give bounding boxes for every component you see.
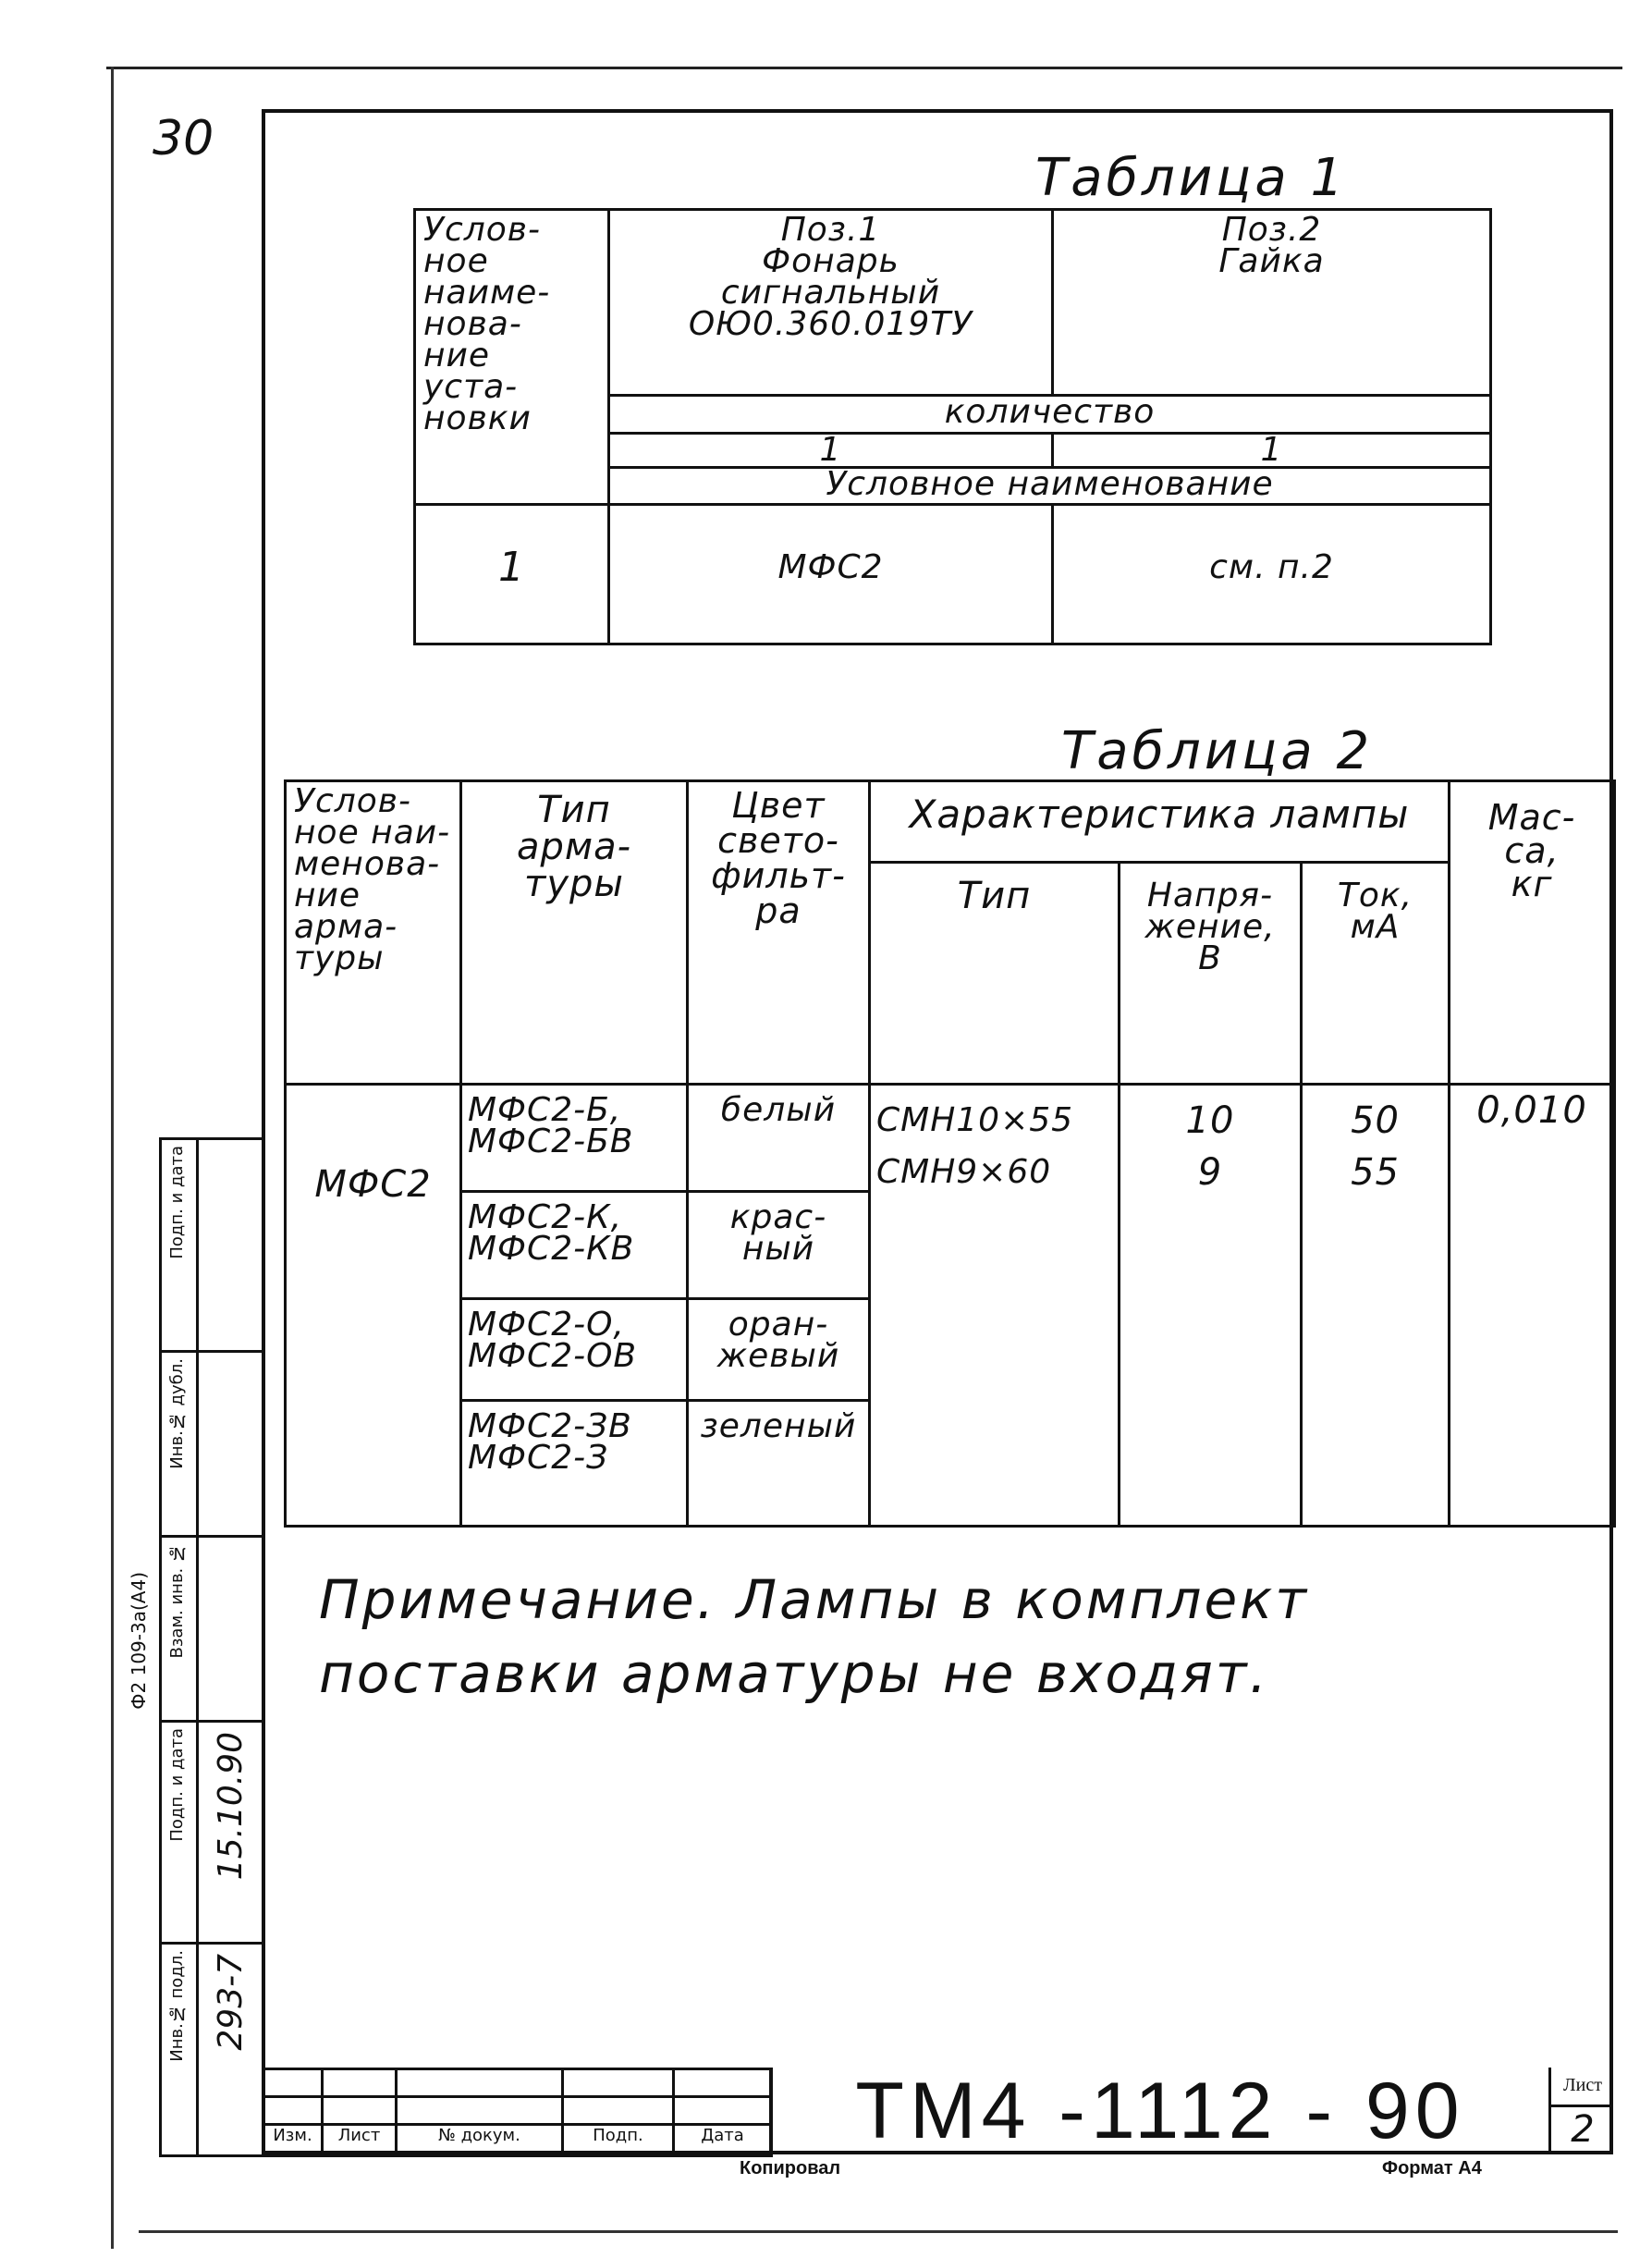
sheet-label: Лист — [1563, 2075, 1602, 2095]
table1-qty-label: количество — [609, 396, 1491, 433]
table2-color-row: оран- жевый — [688, 1299, 870, 1401]
stamp-divider-right — [1548, 2068, 1551, 2154]
table2-header-name: Услов- ное наи- менова- ние арма- туры — [286, 781, 461, 1085]
sheet-divider — [1551, 2105, 1613, 2107]
table2-color-row: белый — [688, 1085, 870, 1192]
side-sign-date-label: Подп. и дата — [161, 1722, 198, 1944]
table2-color-row: крас- ный — [688, 1192, 870, 1299]
table2-type-row: МФС2-Б, МФС2-БВ — [461, 1085, 688, 1192]
side-sign-date2-value — [198, 1139, 264, 1352]
table2-type-row: МФС2-ЗВ МФС2-З — [461, 1401, 688, 1527]
table2-header-lamp-type: Тип — [870, 863, 1120, 1085]
table1-header-pos2: Поз.2 Гайка — [1053, 210, 1491, 396]
rev-col-date: Дата — [674, 2125, 772, 2156]
side-inv-dup-value — [198, 1352, 264, 1537]
table2-header-lamp: Характеристика лампы — [870, 781, 1450, 863]
table1-header-install: Услов- ное наиме- нова- ние уста- новки — [415, 210, 609, 505]
table2-title: Таблица 2 — [1061, 721, 1374, 781]
table1-qty1: 1 — [609, 433, 1053, 467]
side-inv-dup-label: Инв.№ дубл. — [161, 1352, 198, 1537]
sheet-bottom-edge — [139, 2230, 1618, 2233]
table2-color-row: зеленый — [688, 1401, 870, 1527]
form-code: Ф2 109-3а(А4) — [128, 1572, 150, 1710]
table2-header-current: Ток, мА — [1302, 863, 1450, 1085]
sheet-top-edge — [106, 67, 1622, 69]
table1-row-name2: см. п.2 — [1053, 505, 1491, 644]
table2-header-color: Цвет свето- фильт- ра — [688, 781, 870, 1085]
note: Примечание. Лампы в комплект поставки арматуры не входят. — [319, 1568, 1309, 1705]
table2-header-type: Тип арма- туры — [461, 781, 688, 1085]
document-code: ТМ4 -1112 - 90 — [855, 2066, 1465, 2155]
table2 — [284, 779, 1616, 1528]
table2-header-voltage: Напря- жение, В — [1120, 863, 1302, 1085]
table2-group-name: МФС2 — [286, 1085, 461, 1527]
revision-block — [262, 2068, 773, 2157]
table1-header-pos1: Поз.1 Фонарь сигнальный ОЮ0.360.019ТУ — [609, 210, 1053, 396]
table1-qty2: 1 — [1053, 433, 1491, 467]
sheet-number: 2 — [1571, 2108, 1595, 2151]
table2-lamp-voltages: 10 9 — [1120, 1085, 1302, 1527]
side-inv-orig-label: Инв.№ подл. — [161, 1944, 198, 2156]
table1-title: Таблица 1 — [1035, 148, 1348, 208]
rev-col-change: Изм. — [263, 2125, 323, 2156]
table2-mass-value: 0,010 — [1450, 1085, 1615, 1527]
page-number: 30 — [153, 111, 214, 166]
side-inv-orig-value: 293-7 — [198, 1944, 264, 2156]
rev-col-sheet: Лист — [323, 2125, 397, 2156]
side-replaced-value — [198, 1537, 264, 1722]
table2-type-row: МФС2-К, МФС2-КВ — [461, 1192, 688, 1299]
table1-name-label: Условное наименование — [609, 467, 1491, 504]
side-replaced-label: Взам. инв. № — [161, 1537, 198, 1722]
table1-row-name1: МФС2 — [609, 505, 1053, 644]
table2-type-row: МФС2-О, МФС2-ОВ — [461, 1299, 688, 1401]
table2-lamp-types: СМН10×55 СМН9×60 — [870, 1085, 1120, 1527]
table2-header-mass: Мас- са, кг — [1450, 781, 1615, 1085]
rev-col-sign: Подп. — [563, 2125, 674, 2156]
side-sign-date-value: 15.10.90 — [198, 1722, 264, 1944]
side-stamp — [159, 1137, 265, 2157]
table2-lamp-currents: 50 55 — [1302, 1085, 1450, 1527]
format-label: Формат А4 — [1382, 2158, 1482, 2178]
table1 — [413, 208, 1492, 645]
copied-label: Копировал — [740, 2158, 841, 2178]
rev-col-doc: № докум. — [397, 2125, 563, 2156]
sheet-left-edge — [111, 67, 114, 2249]
side-sign-date2-label: Подп. и дата — [161, 1139, 198, 1352]
table1-row-install: 1 — [415, 505, 609, 644]
